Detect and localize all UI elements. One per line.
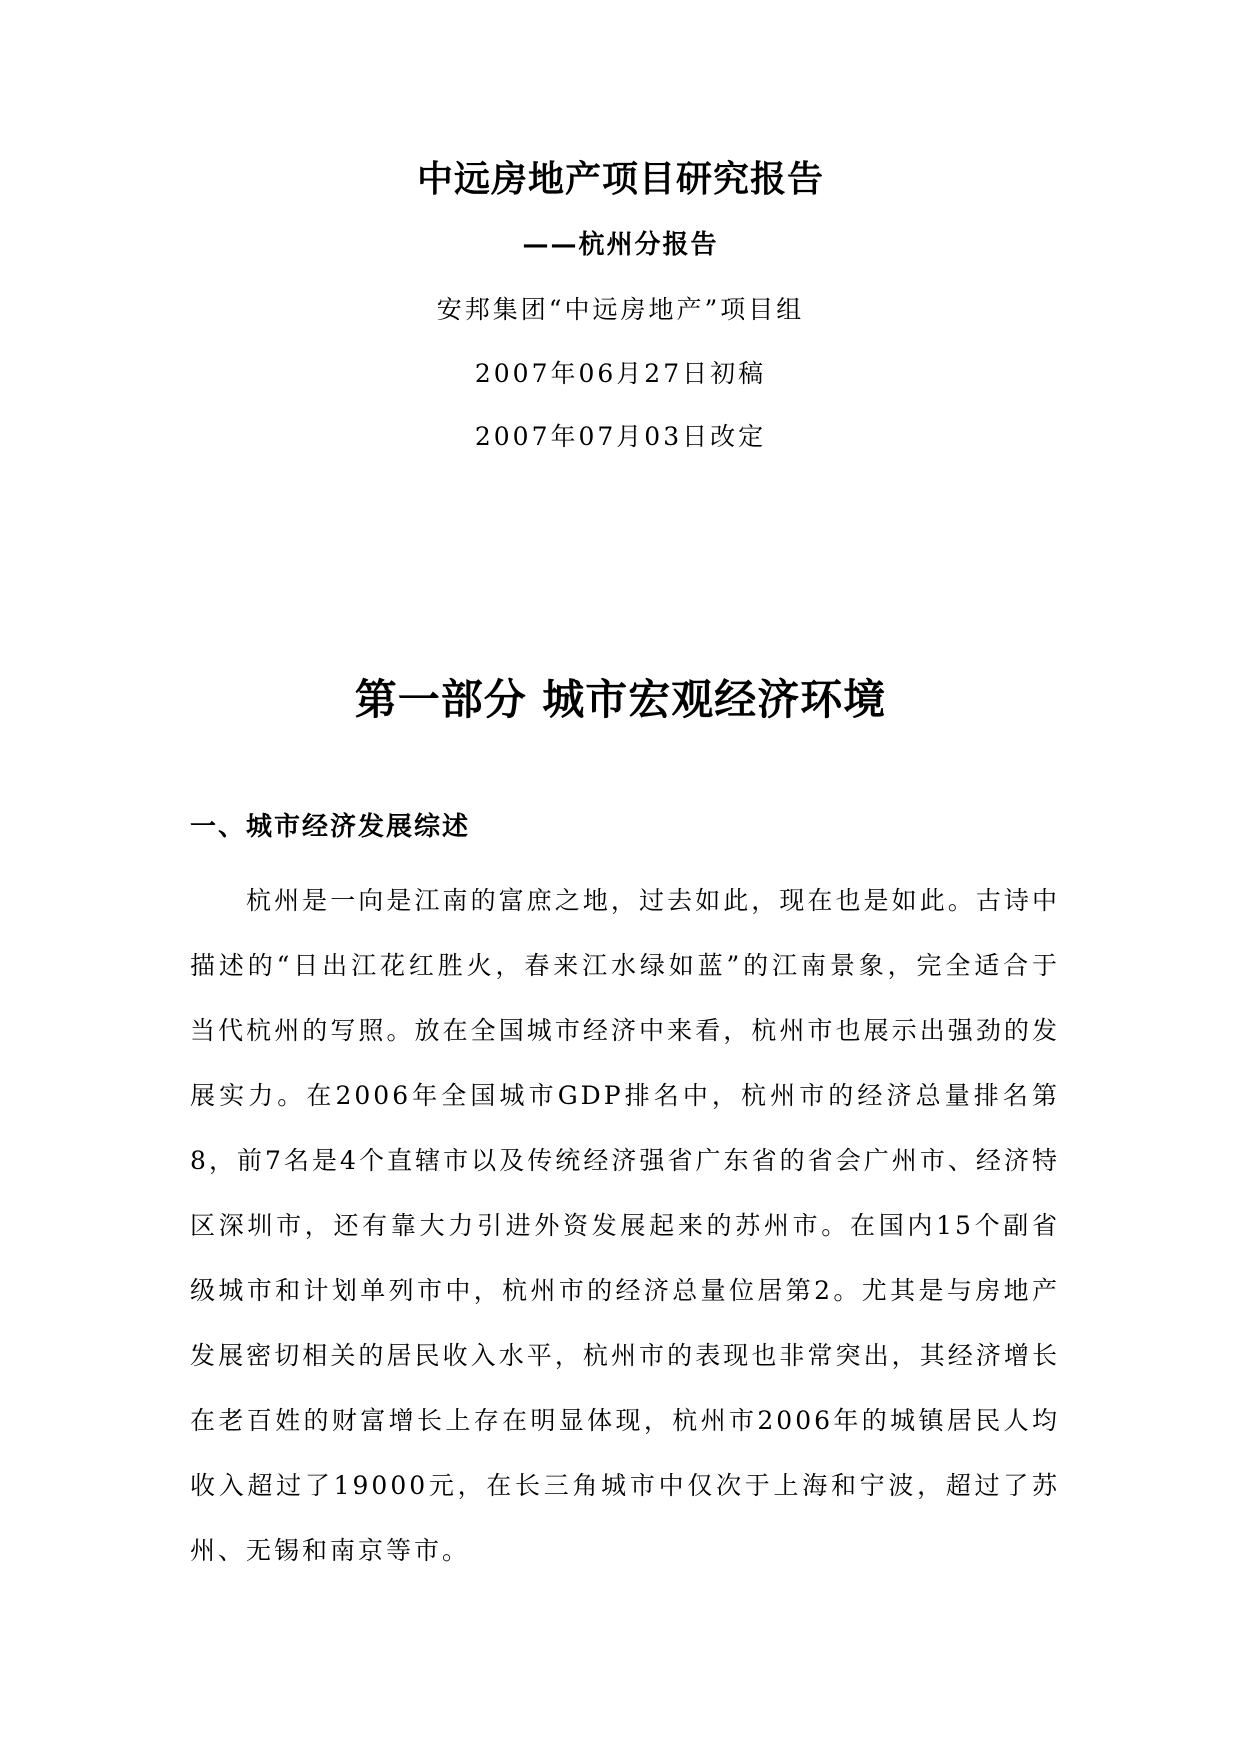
section-heading: 一、城市经济发展综述 bbox=[190, 812, 471, 842]
body-paragraph: 杭州是一向是江南的富庶之地，过去如此，现在也是如此。古诗中描述的“日出江花红胜火，春来江水绿如蓝”的江南景象，完全适合于当代杭州的写照。放在全国城市经济中来看，杭州市也展示出强劲的发展实力。在2006年全国城市GDP排名中，杭州市的经济总量排名第8，前7名是4个直辖市以及传统经济强省广东省的省会广州市、经济特区深圳市，还有靠大力引进外资发展起来的苏州市。在国内15个副省级城市和计划单列市中，杭州市的经济总量位居第2。尤其是与房地产发展密切相关的居民收入水平，杭州市的表现也非常突出，其经济增长在老百姓的财富增长上存在明显体现，杭州市2006年的城镇居民人均收入超过了19000元，在长三角城市中仅次于上海和宁波，超过了苏州、无锡和南京等市。 bbox=[190, 886, 1060, 1565]
report-title: 中远房地产项目研究报告 bbox=[416, 159, 824, 200]
draft-date: 2007年06月27日初稿 bbox=[474, 359, 767, 388]
revised-date: 2007年07月03日改定 bbox=[474, 422, 767, 451]
author-organization: 安邦集团“中远房地产”项目组 bbox=[436, 295, 805, 324]
part-heading: 第一部分 城市宏观经济环境 bbox=[354, 675, 887, 724]
report-subtitle: ——杭州分报告 bbox=[522, 230, 719, 260]
